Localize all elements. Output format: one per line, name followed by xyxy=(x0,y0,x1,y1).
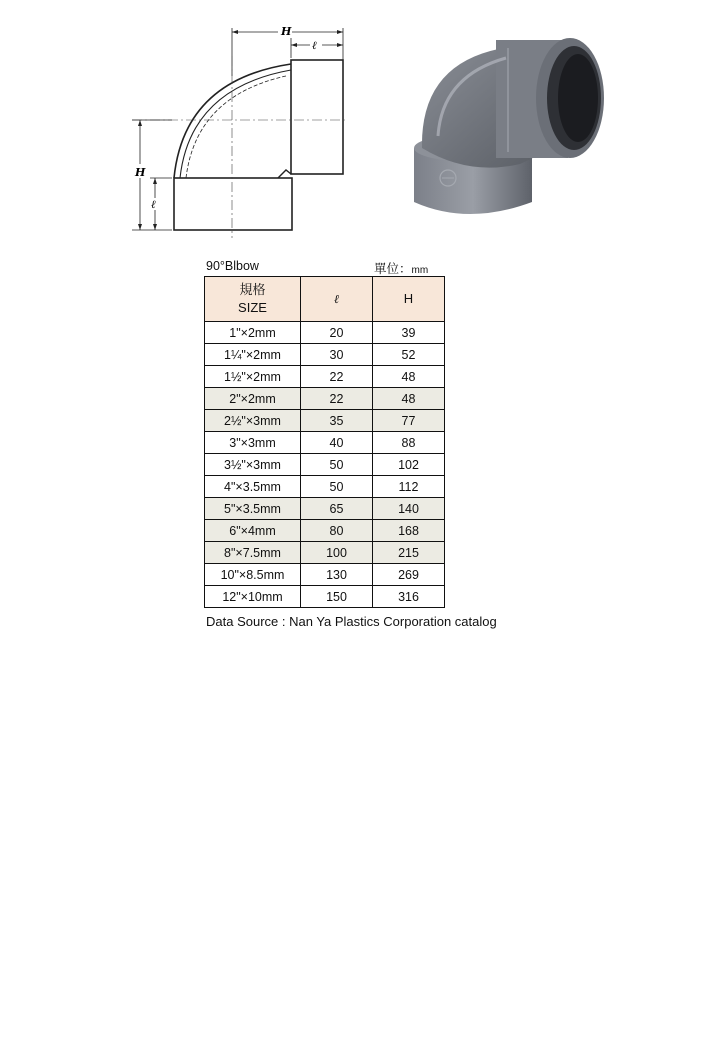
dim-l-top-label: ℓ xyxy=(312,39,317,52)
cell-l: 80 xyxy=(301,520,373,542)
cell-h: 215 xyxy=(373,542,445,564)
cell-l: 22 xyxy=(301,388,373,410)
cell-h: 140 xyxy=(373,498,445,520)
cell-l: 50 xyxy=(301,476,373,498)
table-row xyxy=(205,432,445,454)
table-row xyxy=(205,388,445,410)
cell-size: 6"×4mm xyxy=(205,520,301,542)
cell-l: 40 xyxy=(301,432,373,454)
cell-size: 10"×8.5mm xyxy=(205,564,301,586)
table-row xyxy=(205,586,445,608)
cell-l: 150 xyxy=(301,586,373,608)
table-row xyxy=(205,564,445,586)
table-row xyxy=(205,498,445,520)
elbow-spec-table xyxy=(204,276,445,608)
header-h: H xyxy=(373,277,445,322)
header-size-en: SIZE xyxy=(238,300,267,315)
cell-l: 30 xyxy=(301,344,373,366)
table-row xyxy=(205,454,445,476)
header-size-cn: 規格 xyxy=(239,282,266,297)
unit-label-text: 單位： xyxy=(374,262,412,276)
cell-h: 88 xyxy=(373,432,445,454)
unit-label xyxy=(374,259,428,277)
dim-l-side-label: ℓ xyxy=(151,198,156,211)
table-row xyxy=(205,520,445,542)
cell-l: 22 xyxy=(301,366,373,388)
data-source-note: Data Source : Nan Ya Plastics Corporation catalog xyxy=(206,614,497,629)
table-row xyxy=(205,344,445,366)
cell-h: 39 xyxy=(373,322,445,344)
cell-size: 12"×10mm xyxy=(205,586,301,608)
cell-h: 269 xyxy=(373,564,445,586)
cell-size: 1¼"×2mm xyxy=(205,344,301,366)
cell-size: 2"×2mm xyxy=(205,388,301,410)
elbow-technical-drawing xyxy=(128,18,360,240)
cell-l: 130 xyxy=(301,564,373,586)
table-row xyxy=(205,476,445,498)
cell-l: 100 xyxy=(301,542,373,564)
cell-l: 20 xyxy=(301,322,373,344)
cell-size: 2½"×3mm xyxy=(205,410,301,432)
cell-size: 3"×3mm xyxy=(205,432,301,454)
table-row xyxy=(205,542,445,564)
cell-h: 168 xyxy=(373,520,445,542)
header-l-text: ℓ xyxy=(334,292,339,306)
cell-h: 48 xyxy=(373,366,445,388)
cell-size: 8"×7.5mm xyxy=(205,542,301,564)
table-header-row xyxy=(205,277,445,322)
cell-h: 102 xyxy=(373,454,445,476)
cell-l: 35 xyxy=(301,410,373,432)
table-title: 90°Blbow xyxy=(206,259,259,273)
cell-h: 77 xyxy=(373,410,445,432)
cell-h: 316 xyxy=(373,586,445,608)
cell-size: 1½"×2mm xyxy=(205,366,301,388)
cell-size: 1"×2mm xyxy=(205,322,301,344)
cell-l: 50 xyxy=(301,454,373,476)
table-row xyxy=(205,410,445,432)
cell-l: 65 xyxy=(301,498,373,520)
cell-size: 3½"×3mm xyxy=(205,454,301,476)
elbow-product-photo xyxy=(408,26,612,222)
unit-value: mm xyxy=(411,265,429,276)
cell-size: 4"×3.5mm xyxy=(205,476,301,498)
table-row xyxy=(205,366,445,388)
cell-h: 48 xyxy=(373,388,445,410)
dim-H-top-label: H xyxy=(281,25,292,38)
table-caption-row xyxy=(204,258,444,276)
table-row xyxy=(205,322,445,344)
dim-H-side-label: H xyxy=(135,166,146,179)
header-size xyxy=(205,277,301,322)
header-l xyxy=(301,277,373,322)
cell-size: 5"×3.5mm xyxy=(205,498,301,520)
cell-h: 52 xyxy=(373,344,445,366)
cell-h: 112 xyxy=(373,476,445,498)
